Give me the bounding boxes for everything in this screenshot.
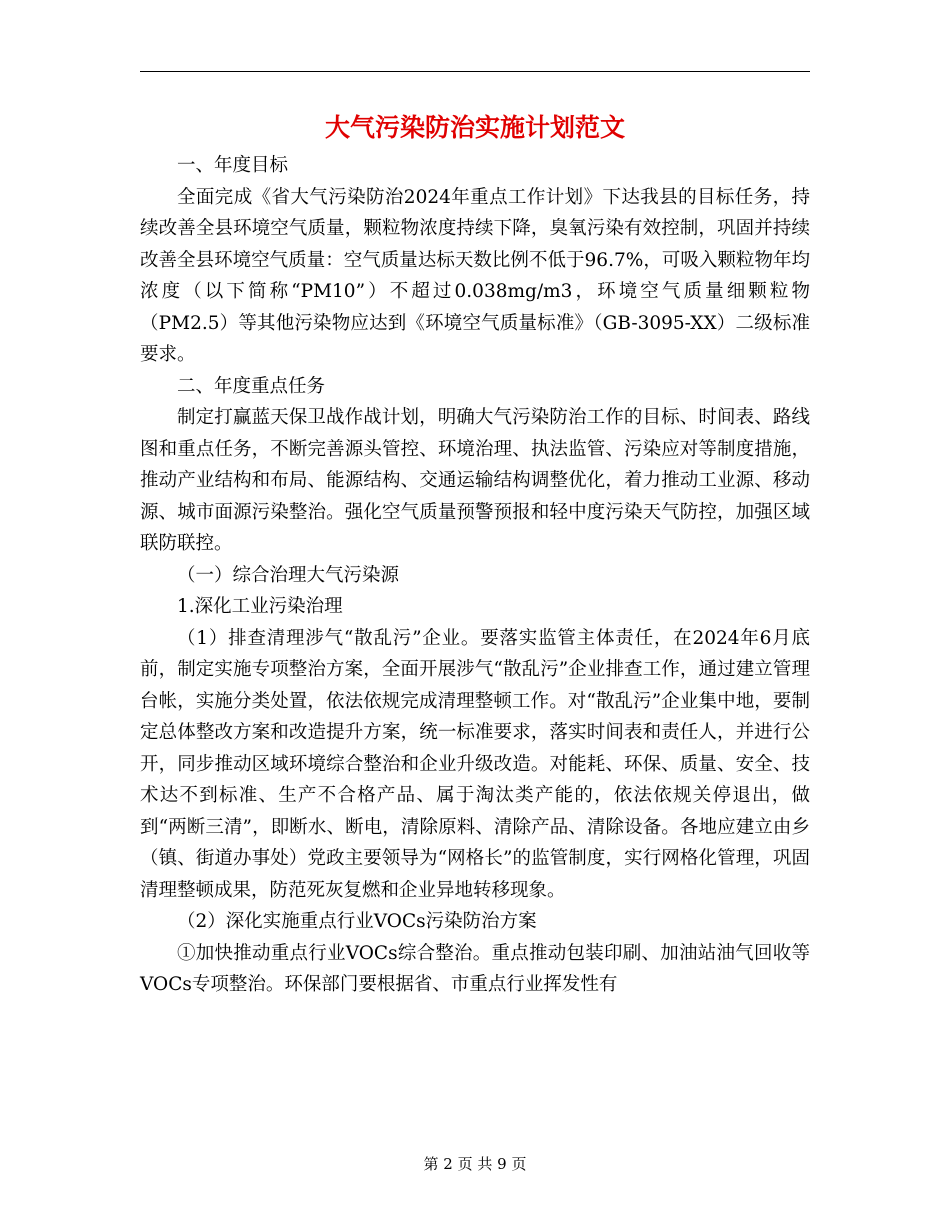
header-rule bbox=[140, 71, 810, 72]
item-heading-vocs-plan: （2）深化实施重点行业VOCs污染防治方案 bbox=[177, 911, 537, 932]
paragraph-vocs-rectification: ①加快推动重点行业VOCs综合整治。重点推动包装印刷、加油站油气回收等VOCs专项整治。环保部门要根据省、市重点行业挥发性有 bbox=[140, 942, 810, 995]
subsection-heading-comprehensive-control: （一）综合治理大气污染源 bbox=[177, 564, 400, 586]
section-heading-annual-goals: 一、年度目标 bbox=[177, 155, 289, 176]
document-title: 大气污染防治实施计划范文 bbox=[324, 113, 625, 142]
paragraph-key-tasks: 制定打赢蓝天保卫战作战计划，明确大气污染防治工作的目标、时间表、路线图和重点任务，不断完善源头管控、环境治理、执法监管、污染应对等制度措施，推动产业结构和布局、能源结构、交通运输结构调整优化，着力推动工业源、移动源、城市面源污染整治。强化空气质量预警预报和轻中度污染天气防控，加强区域联防联控。 bbox=[140, 407, 810, 554]
page-number: 第 2 页 共 9 页 bbox=[423, 1155, 527, 1173]
paragraph-annual-goals: 全面完成《省大气污染防治2024年重点工作计划》下达我县的目标任务，持续改善全县环境空气质量，颗粒物浓度持续下降，臭氧污染有效控制，巩固并持续改善全县环境空气质量：空气质量达标天数比例不低于96.7%，可吸入颗粒物年均浓度（以下简称“PM10”）不超过0.038mg/m3，环境空气质量细颗粒物（PM2.5）等其他污染物应达到《环境空气质量标准》（GB-3095-XX）二级标准要求。 bbox=[140, 186, 810, 365]
document-body bbox=[140, 150, 810, 1001]
paragraph-scattered-enterprises: （1）排查清理涉气“散乱污”企业。要落实监管主体责任，在2024年6月底前，制定实施专项整治方案，全面开展涉气“散乱污”企业排查工作，通过建立管理台帐，实施分类处置，依法依规完成清理整顿工作。对“散乱污”企业集中地，要制定总体整改方案和改造提升方案，统一标准要求，落实时间表和责任人，并进行公开，同步推动区域环境综合整治和企业升级改造。对能耗、环保、质量、安全、技术达不到标准、生产不合格产品、属于淘汰类产能的，依法依规关停退出，做到“两断三清”，即断水、断电，清除原料、清除产品、清除设备。各地应建立由乡（镇、街道办事处）党政主要领导为“网格长”的监管制度，实行网格化管理，巩固清理整顿成果，防范死灰复燃和企业异地转移现象。 bbox=[140, 627, 810, 901]
section-heading-key-tasks: 二、年度重点任务 bbox=[177, 375, 326, 397]
item-heading-industrial-pollution: 1.深化工业污染治理 bbox=[177, 596, 343, 617]
